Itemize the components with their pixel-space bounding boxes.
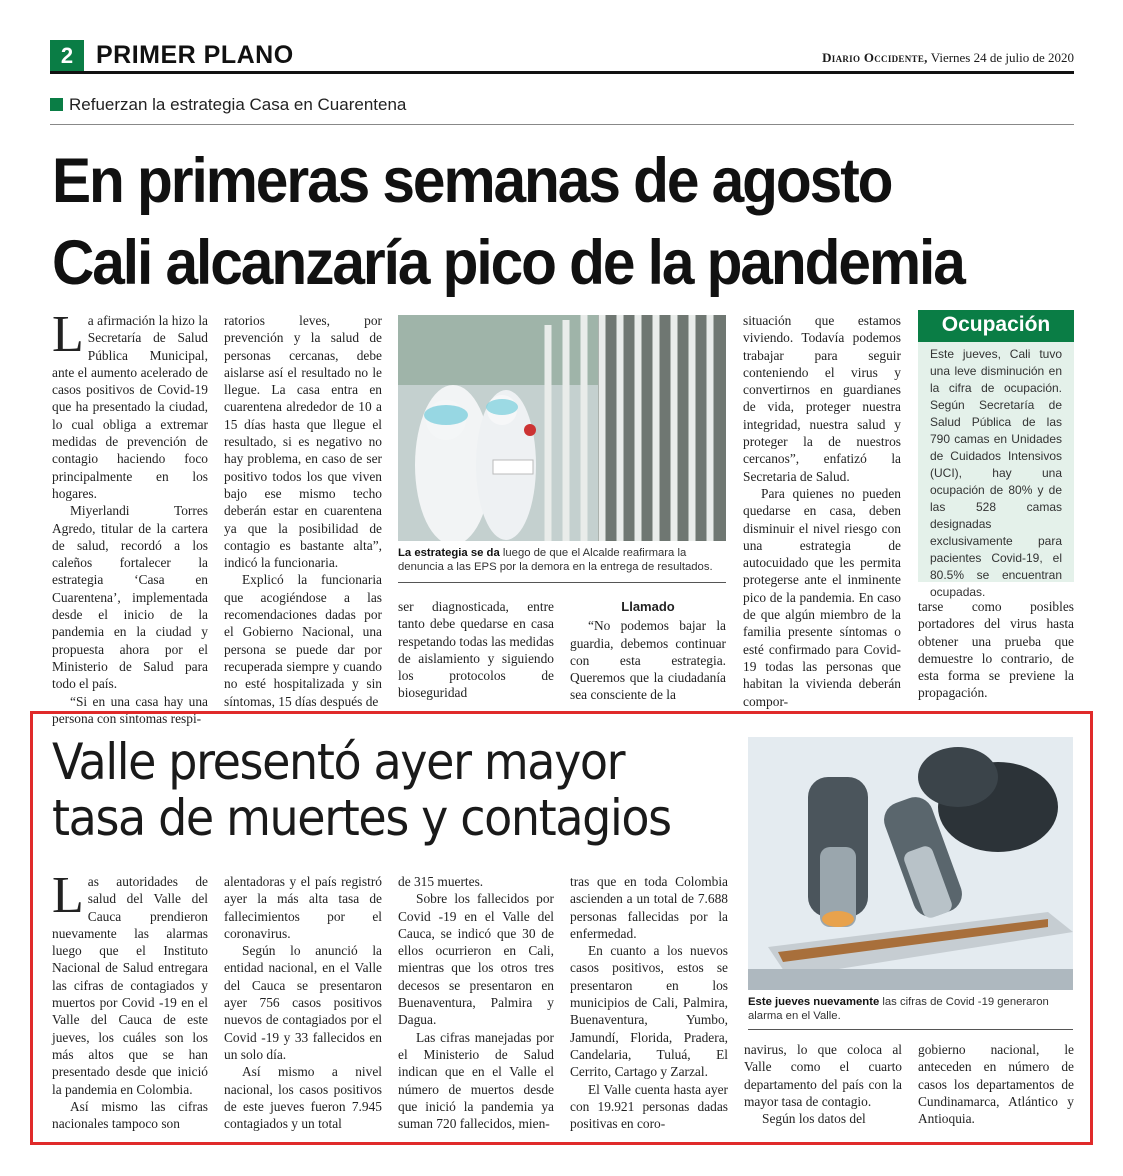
microscope-photo: [748, 737, 1073, 990]
paragraph: de 315 muertes.: [398, 874, 484, 889]
paragraph: gobierno nacional, le anteceden en número de casos los departamentos de Cundinamarca, Atlántico y Antioquia.: [918, 1042, 1074, 1127]
paragraph: Sobre los fallecidos por Covid -19 en el Valle del Cauca, se indicó que 30 de ellos ocurrieron en Cali, mientras que los otros tres decesos se presentaron en Buenaventura, Palmira y Dagua.: [398, 891, 554, 1028]
caption-divider: [398, 582, 726, 583]
paragraph: “No podemos bajar la guardia, debemos continuar con esta estrategia. Queremos que la ciudadanía sea consciente de la: [570, 618, 726, 703]
secondary-headline: [52, 734, 671, 846]
subheading: Llamado: [621, 599, 675, 614]
drop-cap: L: [52, 306, 84, 363]
page-header: [50, 40, 1074, 74]
story-kicker: [50, 95, 406, 115]
page-number: 2: [50, 40, 84, 71]
paragraph: “Si en una casa hay una persona con síntomas respi-: [52, 693, 208, 726]
story1-column-5: [743, 312, 901, 710]
story1-column-3: [398, 598, 554, 702]
kicker-square-icon: [50, 98, 63, 111]
paragraph: tarse como posibles portadores del virus hasta obtener una prueba que demuestre lo contrario, de esta forma se previene la propagación.: [918, 599, 1074, 701]
dateline: [822, 50, 1074, 66]
photo2-caption: Este jueves nuevamente las cifras de Covid -19 generaron alarma en el Valle.: [748, 996, 1049, 1022]
story2-column-5: [744, 1041, 902, 1127]
story1-column-6: [918, 598, 1074, 702]
paragraph: alentadoras y el país registró ayer la más alta tasa de fallecimientos por el coronavirus.: [224, 874, 382, 941]
publication-name: Diario Occidente,: [822, 50, 928, 65]
story1-column-4: [570, 598, 726, 704]
paragraph: Según lo anunció la entidad nacional, en el Valle del Cauca se presentaron ayer 756 casos positivos nuevos de contagiados por el Covid -19 y 33 fallecidos en un solo día.: [224, 943, 382, 1062]
story2-column-2: [224, 873, 382, 1132]
microscope-photo-illustration: [748, 737, 1073, 990]
sidebar-title: Ocupación: [918, 310, 1074, 342]
headline2-line-1: Valle presentó ayer mayor: [52, 733, 625, 791]
caption-divider: [748, 1029, 1073, 1030]
headline-line-1: En primeras semanas de agosto: [52, 146, 892, 216]
main-headline: [52, 140, 1010, 304]
paragraph: Para quienes no pueden quedarse en casa, deben disminuir el nivel riesgo con una estrategia de autocuidado que les permita protegerse ante el inminente pico de la pandemia. En caso de que algún miembro de la familia presente síntomas o esté confirmado para Covid-19 todas las personas que habitan la vivienda deberán compor-: [743, 485, 901, 709]
section-title: PRIMER PLANO: [96, 41, 294, 69]
paragraph: ratorios leves, por prevención y la salud de personas cercanas, debe aislarse así el resultado no le llegue. La casa entra en cuarentena alrededor de 10 a 15 días hasta que llegue el resultado, si es negativo no hay problema, en caso de ser positivo todos los que viven bajo ese mismo techo deberán estar en cuarentena ya que la posibilidad de contagio es bastante alta”, indicó la funcionaria.: [224, 313, 382, 571]
paragraph: En cuanto a los nuevos casos positivos, estos se presentaron en los municipios de Cali, Palmira, Buenaventura, Yumbo, Jamundí, Florida, Pradera, Candelaria, Tuluá, El Cerrito, Cartago y Zarzal.: [570, 943, 728, 1080]
health-workers-photo-illustration: [398, 315, 726, 541]
drop-cap: L: [52, 867, 84, 924]
paragraph: Explicó la funcionaria que acogiéndose a las recomendaciones dadas por el Gobierno Nacional, una persona se puede dar por recuperada siempre y cuando no esté hospitalizada y sin síntomas, 15 días después de: [224, 572, 382, 709]
paragraph: Las cifras manejadas por el Ministerio de Salud indican que en el Valle el número de muertos desde que inició la pandemia ya suman 720 fallecidos, mien-: [398, 1029, 554, 1132]
story1-column-1: [52, 306, 208, 727]
paragraph: navirus, lo que coloca al Valle como el cuarto departamento del país con la mayor tasa de contagio.: [744, 1042, 902, 1109]
story2-column-4: [570, 873, 728, 1132]
issue-date: Viernes 24 de julio de 2020: [927, 50, 1074, 65]
paragraph: La afirmación la hizo la Secretaría de Salud Pública Municipal, ante el aumento acelerado de casos positivos de Covid-19 que ha presentado la ciudad, lo cual obliga a extremar medidas de prevención de contagio haciendo foco principalmente en los hogares.: [52, 306, 208, 501]
paragraph: Las autoridades de salud del Valle del Cauca prendieron nuevamente las alarmas luego que el Instituto Nacional de Salud entregara las cifras de contagiados y muertos por Covid -19 en el Valle del Cauca de este jueves, los cuáles son los más altos que se han presentado desde que inició la pandemia en Colombia.: [52, 867, 208, 1097]
paragraph: El Valle cuenta hasta ayer con 19.921 personas dadas positivas en coro-: [570, 1081, 728, 1132]
story2-column-3: [398, 873, 554, 1132]
story2-column-6: [918, 1041, 1074, 1127]
sidebar-text: Este jueves, Cali tuvo una leve disminución en la cifra de ocupación. Según Secretaría de Salud Pública de las 790 camas en Unidades de Cuidados Intensivos (UCI), hay una ocupación de 80% y de las 528 camas designadas exclusivamente para pacientes Covid-19, el 80.5% se encuentran ocupadas.: [930, 347, 1062, 599]
headline2-line-2: tasa de muertes y contagios: [52, 789, 671, 847]
photo1-caption: La estrategia se da luego de que el Alcalde reafirmara la denuncia a las EPS por la demora en la entrega de resultados.: [398, 547, 713, 573]
paragraph: situación que estamos viviendo. Todavía podemos trabajar para seguir conteniendo el virus y convertirnos en guardianes de vida, proteger nuestra integridad, nuestra salud y proteger la de nuestros cercanos”, enfatizó la Secretaria de Salud.: [743, 313, 901, 484]
paragraph: Según los datos del: [762, 1111, 866, 1127]
divider: [50, 124, 1074, 125]
health-workers-photo: [398, 315, 726, 541]
story2-column-1: [52, 867, 208, 1132]
paragraph: ser diagnosticada, entre tanto debe quedarse en casa respetando todas las medidas de aislamiento y siguiendo los protocolos de bioseguridad: [398, 599, 554, 701]
occupancy-sidebar: [918, 310, 1074, 599]
story1-column-2: [224, 312, 382, 710]
kicker-text: Refuerzan la estrategia Casa en Cuarentena: [69, 95, 407, 114]
paragraph: tras que en toda Colombia ascienden a un total de 7.688 personas fallecidas por la enfermedad.: [570, 874, 728, 941]
paragraph: Miyerlandi Torres Agredo, titular de la cartera de salud, recordó a los caleños fortalecer la estrategia ‘Casa en Cuarentena’, implementada desde el inicio de la pandemia en la ciudad y propuesta ahora por el Ministerio de Salud para todo el país.: [52, 503, 208, 692]
headline-line-2: Cali alcanzaría pico de la pandemia: [52, 228, 964, 298]
paragraph: Así mismo a nivel nacional, los casos positivos de este jueves fueron 7.945 contagiados y un total: [224, 1064, 382, 1132]
paragraph: Así mismo las cifras nacionales tampoco son: [52, 1098, 208, 1132]
